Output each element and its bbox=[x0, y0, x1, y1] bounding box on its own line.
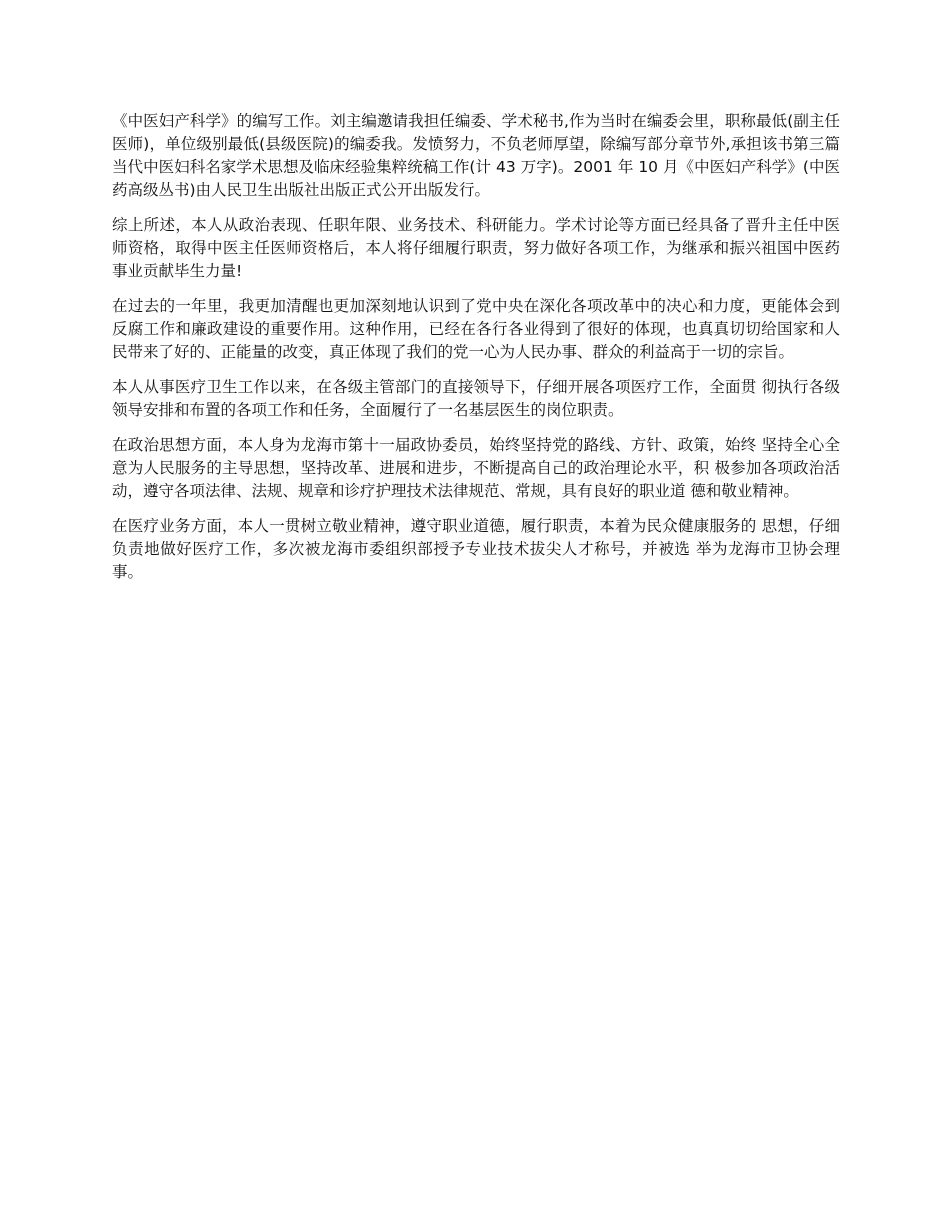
paragraph-2: 综上所述，本人从政治表现、任职年限、业务技术、科研能力。学术讨论等方面已经具备了晋升主任中医师资格，取得中医主任医师资格后，本人将仔细履行职责，努力做好各项工作，为继承和振兴祖国中医药事业贡献毕生力量! bbox=[112, 216, 840, 280]
paragraph-1: 《中医妇产科学》的编写工作。刘主编邀请我担任编委、学术秘书,作为当时在编委会里，职称最低(副主任医师)，单位级别最低(县级医院)的编委我。发愤努力，不负老师厚望，除编写部分章节外,承担该书第三篇当代中医妇科名家学术思想及临床经验集粹统稿工作(计 43 万字)。2001 年 10 月《中医妇产科学》(中医药高级丛书)由人民卫生出版社出版正式公开出版发行。 bbox=[112, 112, 840, 199]
paragraph-4: 本人从事医疗卫生工作以来，在各级主管部门的直接领导下，仔细开展各项医疗工作，全面贯 彻执行各级领导安排和布置的各项工作和任务，全面履行了一名基层医生的岗位职责。 bbox=[112, 378, 840, 419]
paragraph-3: 在过去的一年里，我更加清醒也更加深刻地认识到了党中央在深化各项改革中的决心和力度，更能体会到反腐工作和廉政建设的重要作用。这种作用，已经在各行各业得到了很好的体现，也真真切切给国家和人民带来了好的、正能量的改变，真正体现了我们的党一心为人民办事、群众的利益高于一切的宗旨。 bbox=[112, 297, 840, 361]
paragraph-6: 在医疗业务方面，本人一贯树立敬业精神，遵守职业道德，履行职责，本着为民众健康服务的 思想，仔细负责地做好医疗工作，多次被龙海市委组织部授予专业技术拔尖人才称号，并被选 举为龙海市卫协会理事。 bbox=[112, 517, 840, 581]
paragraph-5: 在政治思想方面，本人身为龙海市第十一届政协委员，始终坚持党的路线、方针、政策，始终 坚持全心全意为人民服务的主导思想，坚持改革、进展和进步，不断提高自己的政治理论水平，积 极参加各项政治活动，遵守各项法律、法规、规章和诊疗护理技术法律规范、常规，具有良好的职业道 德和敬业精神。 bbox=[112, 436, 840, 500]
document-body bbox=[112, 110, 840, 596]
